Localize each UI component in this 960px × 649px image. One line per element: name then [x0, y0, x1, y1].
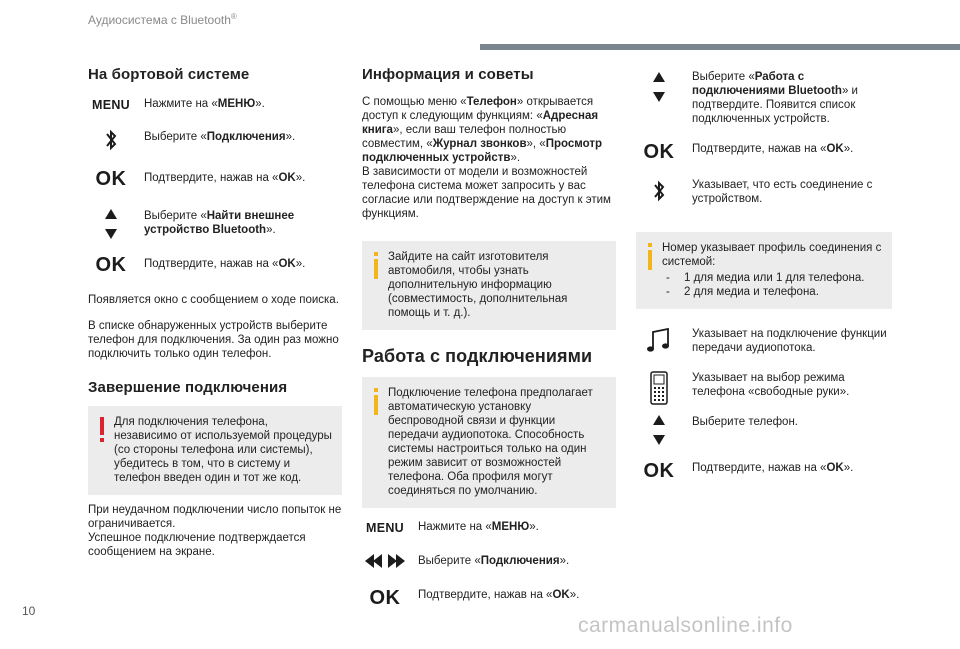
device-list-text: В списке обнаруженных устройств выберите телефон для подключения. За один раз можно подключить только один телефон. [88, 320, 339, 360]
profile-item: - 1 для медиа или 1 для телефона. [662, 271, 882, 285]
left-right-arrows-icon [362, 554, 408, 568]
registered-mark: ® [230, 12, 237, 21]
step-audio-stream [636, 327, 892, 355]
header-title: Аудиосистема с Bluetooth [88, 13, 231, 27]
ok-key-icon: OK [95, 167, 127, 190]
up-arrow-icon [653, 415, 665, 425]
info-icon [370, 386, 382, 416]
phone-menu-text: С помощью меню «Телефон» открывается доступ к следующим функциям: «Адресная книга», если ваш телефон полностью совместим, «Журнал звонков», «Просмотр подключенных устройств». [362, 96, 603, 164]
step-connections [88, 127, 342, 153]
menu-key-icon: MENU [365, 521, 404, 535]
model-dependence-text: В зависимости от модели и возможностей телефона система может запросить у вас согласие или подтверждение на доступ к этим функциям. [362, 166, 611, 220]
phone-icon [636, 371, 682, 405]
ok-key-icon: OK [643, 459, 675, 482]
step-manage-bluetooth [636, 70, 892, 126]
running-header [88, 12, 237, 27]
up-down-arrows-icon [636, 70, 682, 102]
music-note-icon [636, 327, 682, 355]
info-text: Номер указывает профиль соединения с системой: [662, 242, 882, 268]
step-text: Подтвердите, нажав на «OK». [692, 462, 854, 474]
info-icon [644, 241, 656, 271]
page-number: 10 [22, 604, 36, 618]
step-text: Выберите «Подключения». [144, 131, 296, 143]
step-handsfree [636, 371, 892, 405]
info-text: Подключение телефона предполагает автоматическую установку беспроводной связи и функции передачи аудиопотока. Способность системы настроиться только на один режим зависит от возможностей телефона. Оба профиля могут соединяться по умолчанию. [388, 387, 593, 497]
warning-exclamation-icon [96, 415, 108, 445]
bluetooth-icon [636, 178, 682, 204]
attempts-text: При неудачном подключении число попыток не ограничивается. [88, 504, 342, 530]
up-arrow-icon [105, 209, 117, 219]
info-icon [370, 250, 382, 280]
step-text: Подтвердите, нажав на «OK». [144, 258, 306, 270]
step-text: Подтвердите, нажав на «OK». [692, 143, 854, 155]
step-text: Указывает на подключение функции передачи аудиопотока. [692, 328, 887, 354]
step-confirm [636, 140, 892, 164]
step-select-phone [636, 415, 892, 445]
step-text: Выберите «Найти внешнее устройство Bluetooth». [144, 210, 295, 236]
info-box-profiles [362, 377, 616, 508]
info-text: Зайдите на сайт изготовителя автомобиля, чтобы узнать дополнительную информацию (совместимость, дополнительная помощь и т. д.). [388, 251, 568, 319]
section-title-info: Информация и советы [362, 66, 534, 83]
step-text: Выберите телефон. [692, 416, 798, 428]
header-bar [480, 44, 960, 50]
profile-list [662, 271, 882, 299]
step-text: Нажмите на «МЕНЮ». [144, 98, 265, 110]
info-box-website [362, 241, 616, 330]
step-text: Подтвердите, нажав на «OK». [418, 589, 580, 601]
info-box-profile-number [636, 232, 892, 309]
step-menu [362, 520, 616, 536]
profile-item: - 2 для медиа и телефона. [662, 285, 882, 299]
step-bluetooth-status [636, 178, 892, 206]
section-title-onboard: На бортовой системе [88, 66, 250, 83]
ok-key-icon: OK [369, 586, 401, 609]
down-arrow-icon [653, 92, 665, 102]
watermark: carmanualsonline.info [578, 614, 793, 637]
section-title-connections: Работа с подключениями [362, 346, 593, 366]
column-info-tips [362, 66, 616, 610]
up-down-arrows-icon [88, 209, 134, 239]
step-menu [88, 97, 342, 113]
step-text: Нажмите на «МЕНЮ». [418, 521, 539, 533]
step-text: Указывает, что есть соединение с устройством. [692, 179, 873, 205]
step-text: Выберите «Работа с подключениями Bluetooth» и подтвердите. Появится список подключенных устройств. [692, 71, 858, 125]
up-arrow-icon [653, 72, 665, 82]
column-manage-connections [636, 66, 892, 483]
step-search-device [88, 209, 342, 239]
step-text: Указывает на выбор режима телефона «свободные руки». [692, 372, 850, 398]
step-text: Выберите «Подключения». [418, 555, 570, 567]
column-onboard-system [88, 66, 342, 571]
down-arrow-icon [653, 435, 665, 445]
step-text: Подтвердите, нажав на «OK». [144, 172, 306, 184]
step-confirm [88, 167, 342, 191]
up-down-arrows-icon [636, 415, 682, 445]
section-title-completion: Завершение подключения [88, 379, 288, 396]
step-connections [362, 554, 616, 568]
success-text: Успешное подключение подтверждается сообщением на экране. [88, 532, 306, 558]
down-arrow-icon [105, 229, 117, 239]
bluetooth-icon [88, 127, 134, 153]
warning-text: Для подключения телефона, независимо от используемой процедуры (со стороны телефона или системы), убедитесь в том, что в систему и телефон введен один и тот же код. [114, 416, 332, 484]
step-confirm-2 [88, 253, 342, 277]
ok-key-icon: OK [95, 253, 127, 276]
ok-key-icon: OK [643, 140, 675, 163]
step-confirm-final [636, 459, 892, 483]
menu-key-icon: MENU [91, 98, 130, 112]
search-progress-text: Появляется окно с сообщением о ходе поиска. [88, 294, 339, 306]
warning-box [88, 406, 342, 495]
step-confirm [362, 586, 616, 610]
